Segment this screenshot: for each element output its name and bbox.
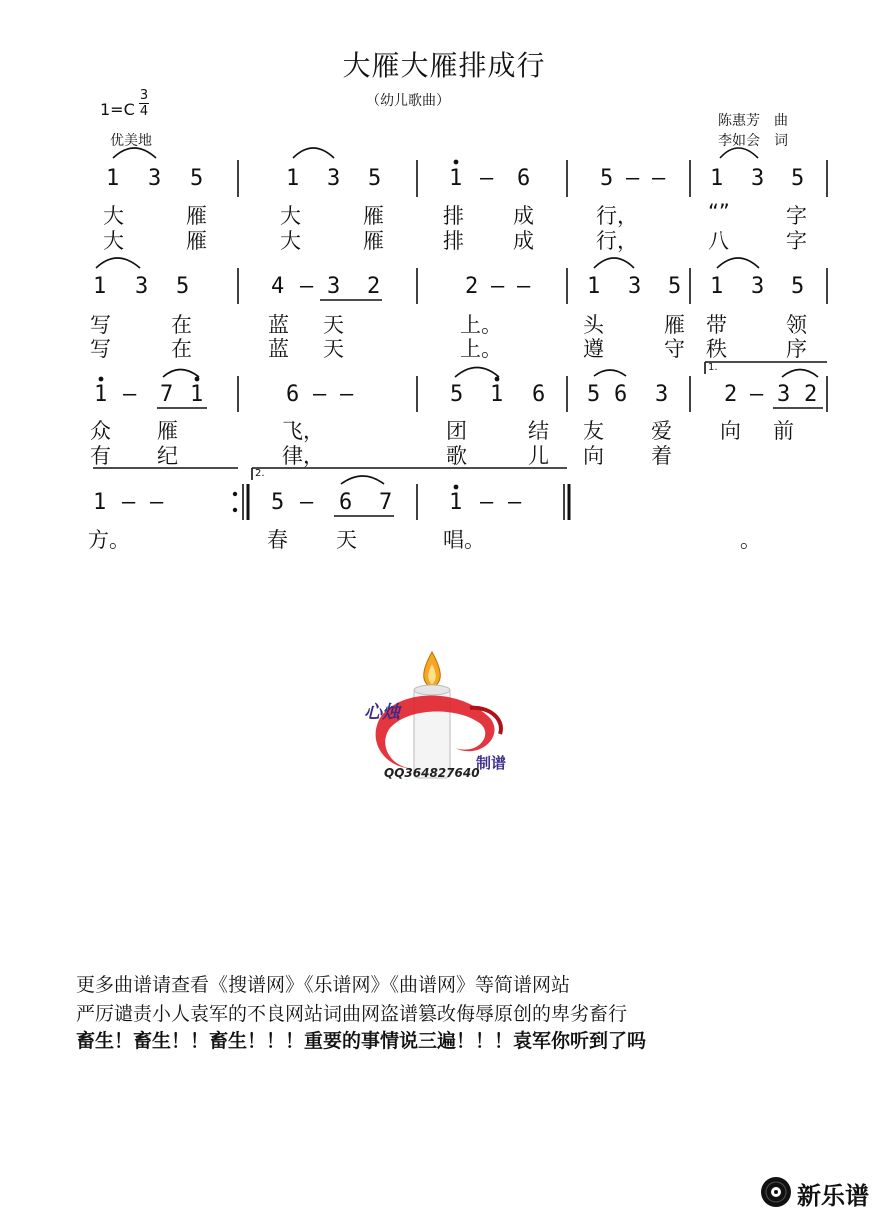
lyric: 纪 <box>157 444 178 468</box>
note: 1 <box>710 166 724 191</box>
lyric: 友 <box>583 419 604 443</box>
lyric: 雁 <box>363 204 384 228</box>
tempo-marking: 优美地 <box>110 133 152 149</box>
note-high: 1 <box>449 166 463 191</box>
lyric: 领 <box>786 313 807 337</box>
note: 6 <box>339 490 353 515</box>
note: 5 <box>600 166 614 191</box>
note: 6 <box>614 382 628 407</box>
lyric: 写 <box>90 337 111 361</box>
lyric: 雁 <box>664 313 685 337</box>
lyric: 蓝 <box>268 313 289 337</box>
note: 3 <box>655 382 669 407</box>
lyric: 着 <box>651 444 672 468</box>
note-dash: – <box>480 490 494 515</box>
note: 1 <box>587 274 601 299</box>
note: 6 <box>517 166 531 191</box>
note: 3 <box>327 274 341 299</box>
note-dash: – <box>750 382 764 407</box>
footer-line-2: 严厉谴责小人袁军的不良网站词曲网盗谱篡改侮辱原创的卑劣畜行 <box>76 1003 628 1025</box>
lyric: 成 <box>513 229 534 253</box>
lyric: 天 <box>323 337 344 361</box>
lyric: 遵 <box>583 337 604 361</box>
footer-line-3: 畜生！畜生！！畜生！！！重要的事情说三遍！！！袁军你听到了吗 <box>76 1030 647 1052</box>
note-high: 1 <box>449 490 463 515</box>
note: 2 <box>367 274 381 299</box>
note-high: 1 <box>94 382 108 407</box>
lyric: 排 <box>443 204 464 228</box>
note: 2 <box>724 382 738 407</box>
brand-name: 新乐谱 <box>797 1182 869 1210</box>
lyric: 方。 <box>88 528 130 552</box>
lyric: 歌 <box>446 444 467 468</box>
note: 3 <box>628 274 642 299</box>
lyric: 前 <box>773 419 794 443</box>
lyric: 守 <box>664 337 685 361</box>
lyric: 蓝 <box>268 337 289 361</box>
note: 5 <box>450 382 464 407</box>
note: 7 <box>160 382 174 407</box>
lyric: 行， <box>596 204 638 228</box>
note: 2 <box>804 382 818 407</box>
lyric: 向 <box>720 419 741 443</box>
lyric: 大 <box>280 229 301 253</box>
time-signature-bottom: 4 <box>139 104 149 119</box>
lyric: 上。 <box>460 313 502 337</box>
lyric: 天 <box>336 528 357 552</box>
note: 3 <box>777 382 791 407</box>
note-dash: – <box>340 382 354 407</box>
volta-1-label: 1. <box>708 362 718 373</box>
logo-text-left: 心烛 <box>364 702 400 723</box>
note: 3 <box>327 166 341 191</box>
lyric: 写 <box>90 313 111 337</box>
lyric: 律， <box>282 444 324 468</box>
logo-qq: QQ364827640 <box>384 766 480 780</box>
note: 1 <box>93 490 107 515</box>
note-dash: – <box>313 382 327 407</box>
lyric: 众 <box>90 419 111 443</box>
note: 7 <box>379 490 393 515</box>
note-dash: – <box>150 490 164 515</box>
note: 5 <box>368 166 382 191</box>
lyric: 唱。 <box>443 528 485 552</box>
note: 1 <box>710 274 724 299</box>
lyric: 成 <box>513 204 534 228</box>
note-dash: – <box>491 274 505 299</box>
note: 2 <box>465 274 479 299</box>
lyric: 头 <box>583 313 604 337</box>
volta-2-label: 2. <box>255 468 265 479</box>
lyric: 排 <box>443 229 464 253</box>
note-dash: – <box>517 274 531 299</box>
note-dash: – <box>480 166 494 191</box>
lyric: 向 <box>583 444 604 468</box>
note: 5 <box>791 274 805 299</box>
note: 1 <box>93 274 107 299</box>
note: 5 <box>791 166 805 191</box>
lyric: 儿 <box>528 444 549 468</box>
lyric: 团 <box>446 419 467 443</box>
note-dash: – <box>300 490 314 515</box>
note-dash: – <box>123 382 137 407</box>
logo-text-right: 制谱 <box>476 754 507 772</box>
note-dash: – <box>652 166 666 191</box>
note: 3 <box>148 166 162 191</box>
note-dash: – <box>122 490 136 515</box>
lyric: 字 <box>786 229 807 253</box>
time-signature-top: 3 <box>139 88 149 103</box>
lyric: 雁 <box>186 204 207 228</box>
note: 5 <box>190 166 204 191</box>
lyric: 雁 <box>363 229 384 253</box>
lyric: 带 <box>706 313 727 337</box>
key-signature: 1=C <box>100 100 135 119</box>
note: 5 <box>176 274 190 299</box>
lyric: 在 <box>171 337 192 361</box>
lyric: 雁 <box>186 229 207 253</box>
note: 6 <box>286 382 300 407</box>
lyric: 大 <box>103 229 124 253</box>
lyric: 八 <box>708 229 729 253</box>
note-dash: – <box>300 274 314 299</box>
footer-line-1: 更多曲谱请查看《搜谱网》《乐谱网》《曲谱网》等简谱网站 <box>76 974 571 996</box>
note-high: 1 <box>490 382 504 407</box>
lyric: “” <box>708 200 730 224</box>
lyric: 天 <box>323 313 344 337</box>
note: 5 <box>587 382 601 407</box>
lyric: 秩 <box>706 337 727 361</box>
lyricist-credit: 李如会 词 <box>718 133 788 149</box>
lyric: 结 <box>528 419 549 443</box>
lyric: 春 <box>267 528 288 552</box>
subtitle: （幼儿歌曲） <box>366 93 450 109</box>
lyric: 。 <box>740 528 761 552</box>
note-dash: – <box>508 490 522 515</box>
note-high: 1 <box>190 382 204 407</box>
composer-credit: 陈惠芳 曲 <box>718 113 788 129</box>
lyric: 行， <box>596 229 638 253</box>
lyric: 在 <box>171 313 192 337</box>
note: 3 <box>751 166 765 191</box>
note-dash: – <box>626 166 640 191</box>
lyric: 大 <box>280 204 301 228</box>
page-title: 大雁大雁排成行 <box>342 49 546 82</box>
lyric: 有 <box>90 444 111 468</box>
note: 4 <box>271 274 285 299</box>
note: 5 <box>271 490 285 515</box>
note: 1 <box>286 166 300 191</box>
lyric: 飞， <box>282 419 324 443</box>
lyric: 爱 <box>651 419 672 443</box>
note: 1 <box>106 166 120 191</box>
note: 3 <box>751 274 765 299</box>
note: 3 <box>135 274 149 299</box>
lyric: 序 <box>786 337 807 361</box>
lyric: 上。 <box>460 337 502 361</box>
note: 5 <box>668 274 682 299</box>
note: 6 <box>532 382 546 407</box>
vinyl-record-icon <box>760 1176 792 1208</box>
lyric: 雁 <box>157 419 178 443</box>
lyric: 字 <box>786 204 807 228</box>
lyric: 大 <box>103 204 124 228</box>
